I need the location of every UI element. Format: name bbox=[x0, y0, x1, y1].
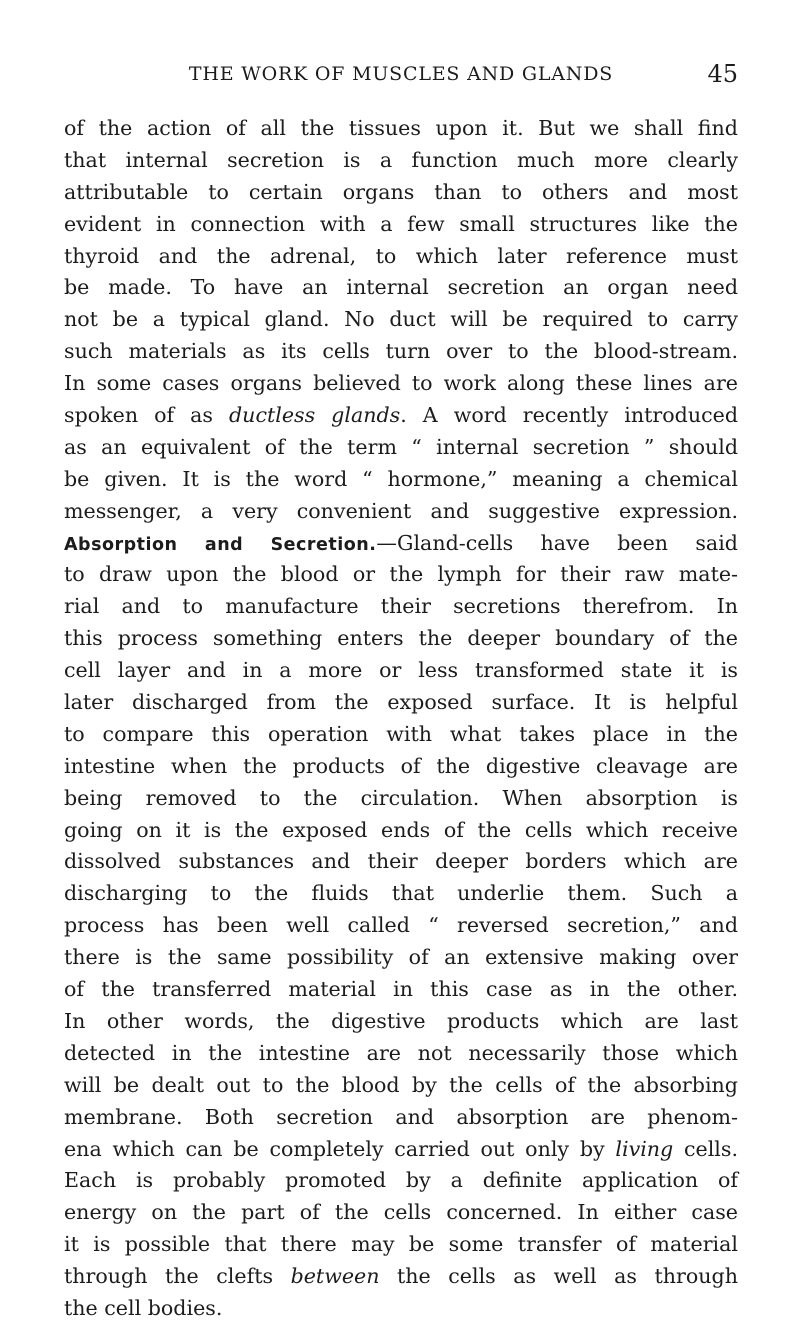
text-line: be given. It is the word “ hormone,” meaning a chemical bbox=[64, 466, 738, 491]
text-line: In some cases organs believed to work along these lines are bbox=[64, 371, 738, 396]
text-line: In other words, the digestive products which are last bbox=[64, 1008, 738, 1033]
italic-term-between: between bbox=[290, 1264, 380, 1289]
text-line: to compare this operation with what takes place in the bbox=[64, 721, 738, 746]
text-fragment: through the clefts bbox=[64, 1264, 291, 1289]
text-line: Each is probably promoted by a definite application of bbox=[64, 1168, 738, 1193]
text-line: the cell bodies. bbox=[64, 1295, 223, 1320]
text-line: thyroid and the adrenal, to which later reference must bbox=[64, 243, 738, 268]
text-line: such materials as its cells turn over to the blood-stream. bbox=[64, 339, 738, 364]
text-line: as an equivalent of the term “ internal secretion ” should bbox=[64, 434, 738, 459]
text-line: there is the same possibility of an extensive making over bbox=[64, 945, 738, 970]
text-fragment: —Gland-cells have been said bbox=[376, 530, 738, 555]
text-line: dissolved substances and their deeper borders which are bbox=[64, 849, 738, 874]
text-fragment: the cells as well as through bbox=[379, 1264, 738, 1289]
text-line: will be dealt out to the blood by the cells of the absorbing bbox=[64, 1072, 738, 1097]
text-fragment: ena which can be completely carried out only by bbox=[64, 1136, 616, 1161]
text-line: discharging to the fluids that underlie them. Such a bbox=[64, 881, 738, 906]
text-line: being removed to the circulation. When absorption is bbox=[64, 785, 738, 810]
text-line bbox=[64, 400, 738, 432]
text-fragment: spoken of as bbox=[64, 403, 229, 428]
text-line: process has been well called “ reversed secretion,” and bbox=[64, 913, 738, 938]
text-line: be made. To have an internal secretion an organ need bbox=[64, 275, 738, 300]
text-line: later discharged from the exposed surface. It is helpful bbox=[64, 690, 738, 715]
italic-term-living: living bbox=[615, 1136, 674, 1161]
text-fragment: . A word recently introduced bbox=[400, 403, 739, 428]
text-line bbox=[64, 1134, 738, 1166]
italic-term-ductless-glands: ductless glands bbox=[229, 403, 401, 428]
section-sidehead: Absorption and Secretion. bbox=[64, 534, 377, 555]
text-line: going on it is the exposed ends of the cells which receive bbox=[64, 817, 738, 842]
body-text bbox=[64, 113, 738, 1325]
text-line: this process something enters the deeper boundary of the bbox=[64, 626, 738, 651]
page-number: 45 bbox=[707, 60, 738, 88]
running-title: THE WORK OF MUSCLES AND GLANDS bbox=[188, 63, 614, 85]
text-line: of the transferred material in this case as in the other. bbox=[64, 977, 738, 1002]
running-header bbox=[64, 60, 738, 90]
text-line: detected in the intestine are not necessarily those which bbox=[64, 1040, 738, 1065]
text-line: of the action of all the tissues upon it. But we shall find bbox=[64, 116, 738, 140]
text-line: it is possible that there may be some transfer of material bbox=[64, 1232, 738, 1257]
text-line bbox=[64, 528, 738, 560]
text-line: not be a typical gland. No duct will be required to carry bbox=[64, 307, 738, 332]
text-line: rial and to manufacture their secretions therefrom. In bbox=[64, 594, 738, 619]
text-line: evident in connection with a few small structures like the bbox=[64, 211, 738, 236]
text-line: intestine when the products of the digestive cleavage are bbox=[64, 753, 738, 778]
text-line: that internal secretion is a function much more clearly bbox=[64, 147, 738, 172]
text-fragment: cells. bbox=[673, 1136, 738, 1161]
text-line: membrane. Both secretion and absorption are phenom- bbox=[64, 1104, 738, 1129]
text-line: energy on the part of the cells concerned. In either case bbox=[64, 1200, 738, 1225]
text-line: cell layer and in a more or less transformed state it is bbox=[64, 658, 738, 683]
text-line: messenger, a very convenient and suggestive expression. bbox=[64, 498, 738, 523]
text-line: to draw upon the blood or the lymph for their raw mate- bbox=[64, 562, 738, 587]
text-line: attributable to certain organs than to others and most bbox=[64, 179, 738, 204]
text-line bbox=[64, 1261, 738, 1293]
